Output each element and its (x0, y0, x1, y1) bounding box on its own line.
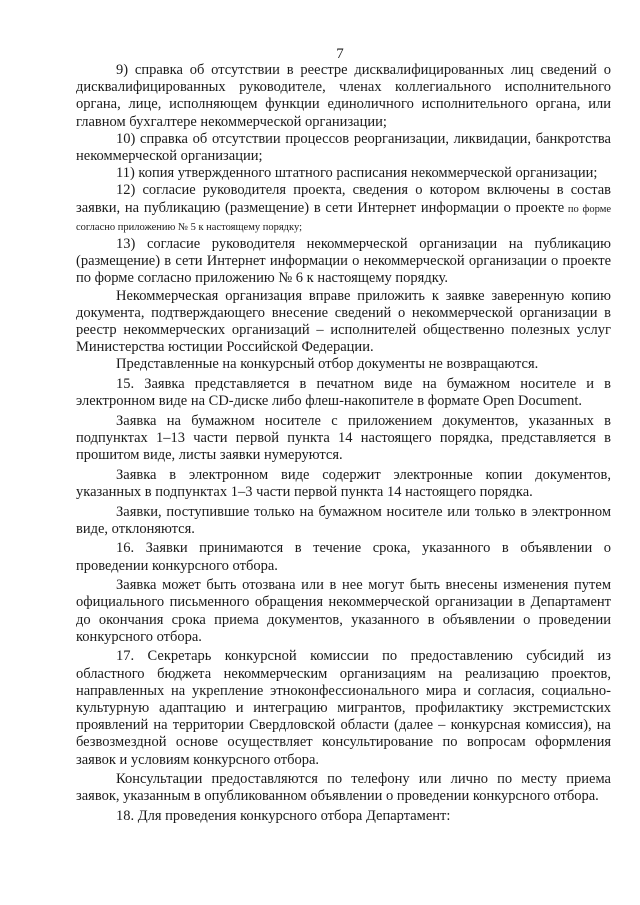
paragraph-text: Некоммерческая организация вправе приложить к заявке заверенную копию документа, подтверждающего внесение сведений о некоммерческой организации в реестр некоммерческих организаций – исполнителей общественно полезных услуг Министерства юстиции Российской Федерации. (76, 287, 611, 356)
paragraph-additional-document (76, 288, 611, 357)
document-body (76, 62, 611, 825)
paragraph-item-12 (76, 182, 611, 236)
paragraph-text: 9) справка об отсутствии в реестре дисквалифицированных лиц сведений о дисквалифицированных руководителе, членах коллегиального исполнительного органа, лице, исполняющем функции единоличного исполнительного органа, или главном бухгалтере некоммерческой организации; (76, 62, 611, 130)
paragraph-text: 18. Для проведения конкурсного отбора Департамент: (116, 808, 451, 825)
paragraph-small-text: по форме согласно приложению № 5 к настоящему порядку; (76, 203, 611, 233)
paragraph-consultations (76, 771, 611, 805)
paragraph-text: 15. Заявка представляется в печатном виде на бумажном носителе и в электронном виде на CD-диске либо флеш-накопителе в формате Open Document. (76, 376, 611, 410)
paragraph-text: Представленные на конкурсный отбор документы не возвращаются. (116, 356, 539, 373)
paragraph-text: 16. Заявки принимаются в течение срока, указанного в объявлении о проведении конкурсного отбора. (76, 540, 611, 574)
paragraph-text: 12) согласие руководителя проекта, сведения о котором включены в состав заявки, на публикацию (размещение) в сети Интернет информации о проекте (76, 182, 611, 216)
paragraph-text: Консультации предоставляются по телефону или лично по месту приема заявок, указанным в опубликованном объявлении о проведении конкурсного отбора. (76, 771, 611, 805)
paragraph-text: Заявки, поступившие только на бумажном носителе или только в электронном виде, отклоняются. (76, 503, 611, 537)
paragraph-item-10 (76, 131, 611, 165)
paragraph-documents-not-returned (76, 356, 611, 373)
paragraph-electronic-application (76, 467, 611, 501)
paragraph-rejected-applications (76, 504, 611, 538)
paragraph-item-11 (76, 165, 611, 182)
paragraph-item-13 (76, 236, 611, 288)
paragraph-point-16 (76, 540, 611, 574)
paragraph-point-15 (76, 376, 611, 410)
paragraph-text: 11) копия утвержденного штатного расписания некоммерческой организации; (116, 165, 598, 182)
paragraph-application-withdrawal (76, 577, 611, 646)
paragraph-point-18 (76, 808, 611, 825)
paragraph-text: 13) согласие руководителя некоммерческой организации на публикацию (размещение) в сети Интернет информации о некоммерческой организации о проекте по форме согласно приложению № 6 к настоящему порядку. (76, 236, 611, 287)
paragraph-text: Заявка может быть отозвана или в нее могут быть внесены изменения путем официального письменного обращения некоммерческой организации в Департамент до окончания срока приема документов, указанного в объявлении о проведении конкурсного отбора. (76, 577, 611, 645)
paragraph-text: 10) справка об отсутствии процессов реорганизации, ликвидации, банкротства некоммерческой организации; (76, 130, 611, 165)
page-number: 7 (336, 46, 344, 62)
paragraph-point-17 (76, 648, 611, 768)
paragraph-text: Заявка в электронном виде содержит электронные копии документов, указанных в подпунктах 1–3 части первой пункта 14 настоящего порядка. (76, 466, 611, 501)
paragraph-text: 17. Секретарь конкурсной комиссии по предоставлению субсидий из областного бюджета некоммерческим организациям на реализацию проектов, направленных на укрепление этноконфессионального мира и согласия, социально-культурную адаптацию и интеграцию мигрантов, профилактику экстремистских проявлений на территории Свердловской области (далее – конкурсная комиссия), на безвозмездной основе осуществляет консультирование по вопросам оформления заявок и условиям конкурсного отбора. (76, 648, 611, 768)
paragraph-text: Заявка на бумажном носителе с приложением документов, указанных в подпунктах 1–13 части первой пункта 14 настоящего порядка, представляется в прошитом виде, листы заявки нумеруются. (76, 412, 611, 464)
paragraph-item-9 (76, 62, 611, 131)
paragraph-paper-application (76, 413, 611, 465)
